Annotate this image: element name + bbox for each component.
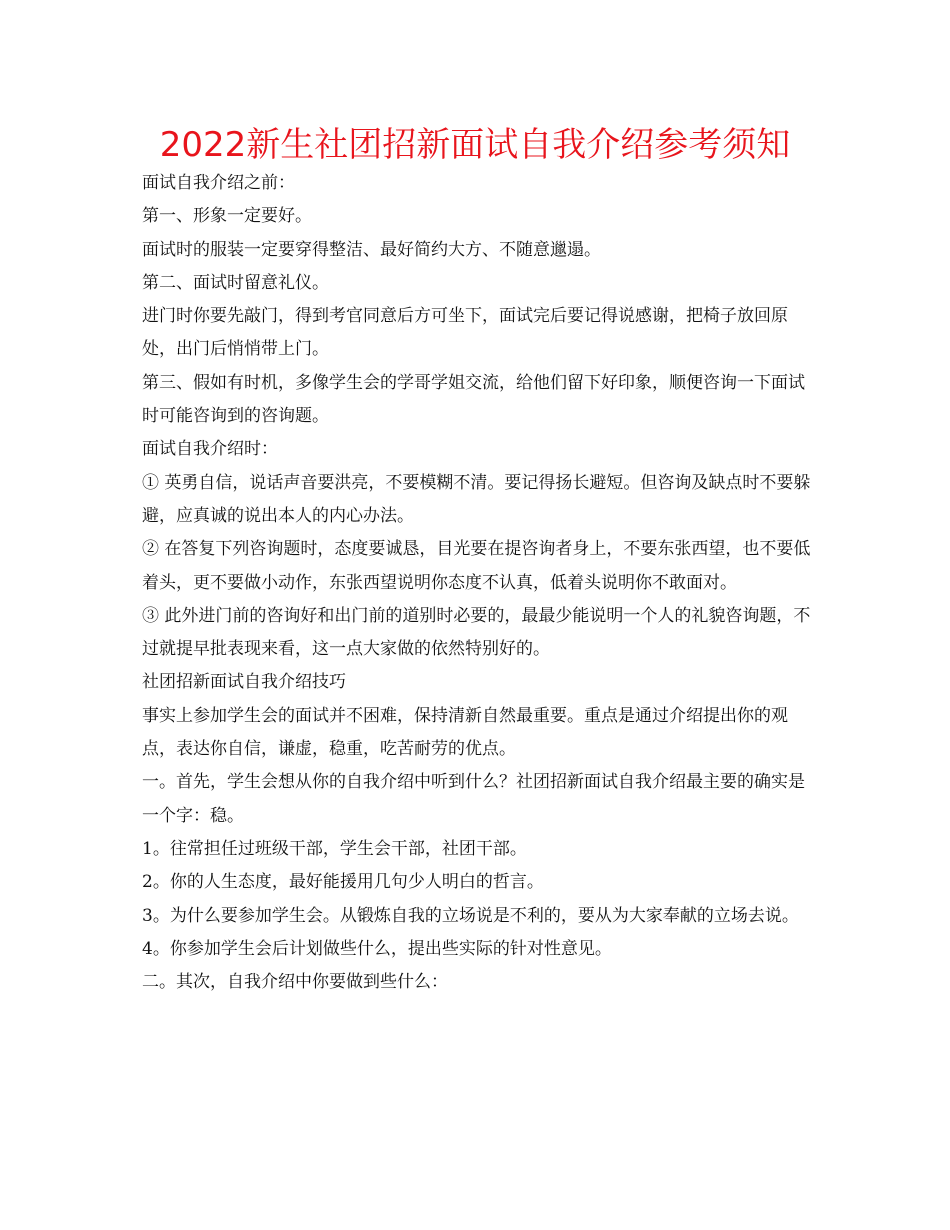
paragraph-point-two: 第二、面试时留意礼仪。 [142, 272, 329, 293]
paragraph-list-item-4: 4。你参加学生会后计划做些什么，提出些实际的针对性意见。 [142, 938, 612, 959]
paragraph-before-intro-heading: 面试自我介绍之前： [142, 173, 295, 193]
paragraph-point-three: 第三、假如有时机，多像学生会的学哥学姐交流，给他们留下好印象，顺便咨询一下面试时可能咨询到的咨询题。 [142, 372, 805, 427]
paragraph-item-circle-one: ① 英勇自信，说话声音要洪亮，不要模糊不清。要记得扬长避短。但咨询及缺点时不要躲避，应真诚的说出本人的内心办法。 [142, 472, 811, 526]
paragraph-attire: 面试时的服装一定要穿得整洁、最好简约大方、不随意邋遢。 [142, 239, 601, 260]
document-title: 2022新生社团招新面试自我介绍参考须知 [159, 125, 791, 165]
paragraph-item-circle-three: ③ 此外进门前的咨询好和出门前的道别时必要的，最最少能说明一个人的礼貌咨询题，不过就提早批表现来看，这一点大家做的依然特别好的。 [142, 605, 811, 660]
paragraph-list-item-1: 1。往常担任过班级干部，学生会干部，社团干部。 [142, 838, 527, 859]
document-body [142, 167, 817, 999]
paragraph-item-circle-two: ② 在答复下列咨询题时，态度要诚恳，目光要在提咨询者身上，不要东张西望，也不要低着头，更不要做小动作，东张西望说明你态度不认真，低着头说明你不敢面对。 [142, 539, 811, 593]
paragraph-tips-intro: 事实上参加学生会的面试并不困难，保持清新自然最重要。重点是通过介绍提出你的观点，表达你自信，谦虚，稳重，吃苦耐劳的优点。 [142, 705, 788, 760]
paragraph-section-two: 二。其次，自我介绍中你要做到些什么： [142, 972, 448, 993]
paragraph-section-one: 一。首先，学生会想从你的自我介绍中听到什么？社团招新面试自我介绍最主要的确实是一个字：稳。 [142, 772, 805, 826]
paragraph-list-item-2: 2。你的人生态度，最好能援用几句少人明白的哲言。 [142, 872, 544, 893]
paragraph-tips-heading: 社团招新面试自我介绍技巧 [142, 672, 346, 693]
paragraph-etiquette: 进门时你要先敲门，得到考官同意后方可坐下，面试完后要记得说感谢，把椅子放回原处，出门后悄悄带上门。 [142, 306, 788, 360]
paragraph-list-item-3: 3。为什么要参加学生会。从锻炼自我的立场说是不利的，要从为大家奉献的立场去说。 [142, 905, 799, 926]
paragraph-point-one: 第一、形象一定要好。 [142, 206, 312, 227]
paragraph-during-intro-heading: 面试自我介绍时： [142, 439, 278, 460]
